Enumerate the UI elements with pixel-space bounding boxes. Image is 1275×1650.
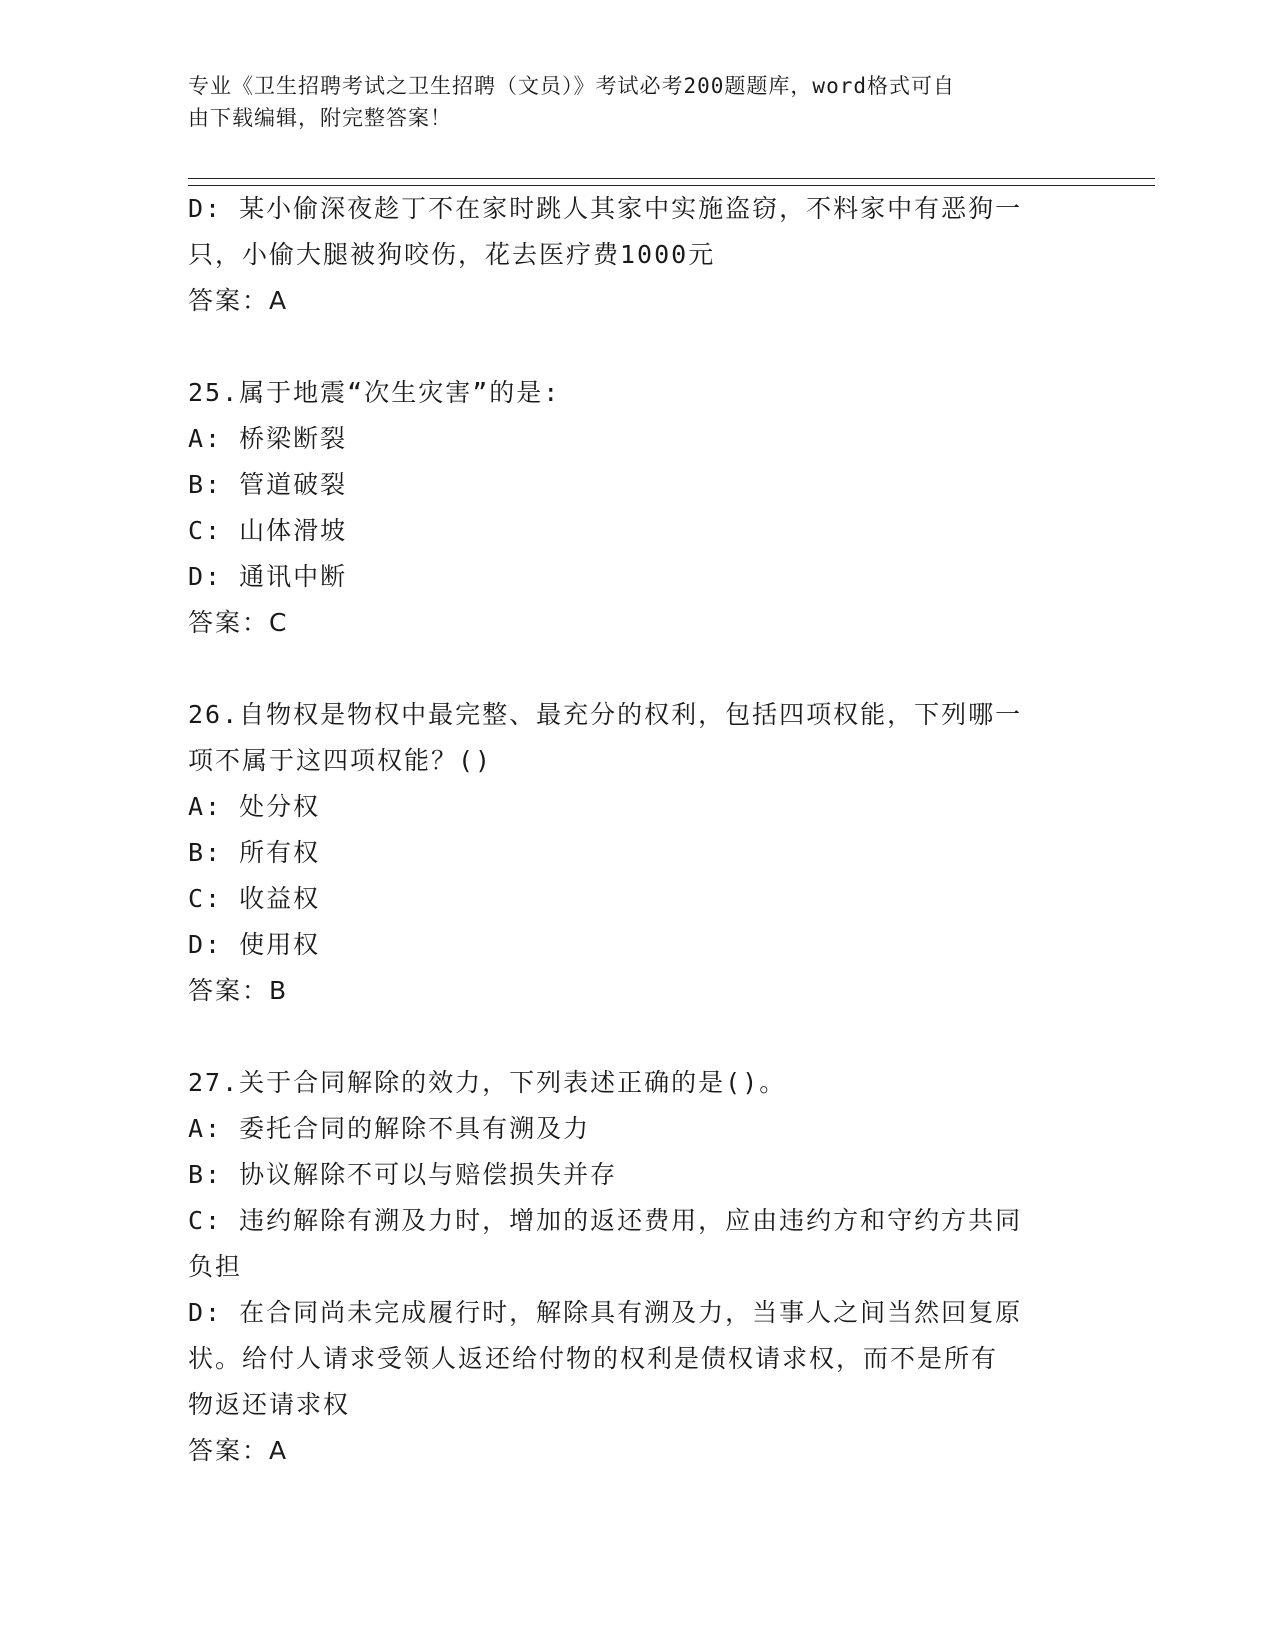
option-d-line-2: 只，小偷大腿被狗咬伤，花去医疗费1000元 <box>188 240 716 269</box>
option-c: C: 收益权 <box>188 884 321 913</box>
answer: 答案：C <box>188 608 289 637</box>
option-c-line-1: C: 违约解除有溯及力时，增加的返还费用，应由违约方和守约方共同 <box>188 1206 1023 1235</box>
option-d-line-2: 状。给付人请求受领人返还给付物的权利是债权请求权，而不是所有 <box>188 1344 999 1373</box>
question-24-tail <box>188 186 1088 324</box>
option-b: B: 协议解除不可以与赔偿损失并存 <box>188 1160 618 1189</box>
answer: 答案：A <box>188 286 289 315</box>
header-line-1: 专业《卫生招聘考试之卫生招聘（文员）》考试必考200题题库，word格式可自 <box>188 74 955 98</box>
option-c-line-2: 负担 <box>188 1252 243 1281</box>
question-text: 25.属于地震“次生灾害”的是: <box>188 378 561 407</box>
option-a: A: 处分权 <box>188 792 321 821</box>
question-27 <box>188 1060 1088 1474</box>
document-header <box>188 70 1088 134</box>
question-text-line-2: 项不属于这四项权能？() <box>188 746 493 775</box>
question-text-line-1: 26.自物权是物权中最完整、最充分的权利，包括四项权能，下列哪一 <box>188 700 1023 729</box>
header-line-2: 由下载编辑，附完整答案！ <box>188 106 452 130</box>
question-25 <box>188 370 1088 646</box>
spacer <box>188 324 1088 370</box>
option-a: A: 桥梁断裂 <box>188 424 348 453</box>
option-b: B: 管道破裂 <box>188 470 348 499</box>
option-a: A: 委托合同的解除不具有溯及力 <box>188 1114 591 1143</box>
header-divider <box>188 178 1155 186</box>
answer: 答案：B <box>188 976 289 1005</box>
question-text: 27.关于合同解除的效力，下列表述正确的是()。 <box>188 1068 787 1097</box>
spacer <box>188 1014 1088 1060</box>
option-b: B: 所有权 <box>188 838 321 867</box>
option-d: D: 使用权 <box>188 930 321 959</box>
option-d: D: 通讯中断 <box>188 562 348 591</box>
answer: 答案：A <box>188 1436 289 1465</box>
spacer <box>188 646 1088 692</box>
question-26 <box>188 692 1088 1014</box>
option-d-line-3: 物返还请求权 <box>188 1390 351 1419</box>
option-d-line-1: D: 在合同尚未完成履行时，解除具有溯及力，当事人之间当然回复原 <box>188 1298 1023 1327</box>
option-c: C: 山体滑坡 <box>188 516 348 545</box>
question-list <box>188 186 1088 1474</box>
option-d-line-1: D: 某小偷深夜趁丁不在家时跳人其家中实施盗窃，不料家中有恶狗一 <box>188 194 1023 223</box>
